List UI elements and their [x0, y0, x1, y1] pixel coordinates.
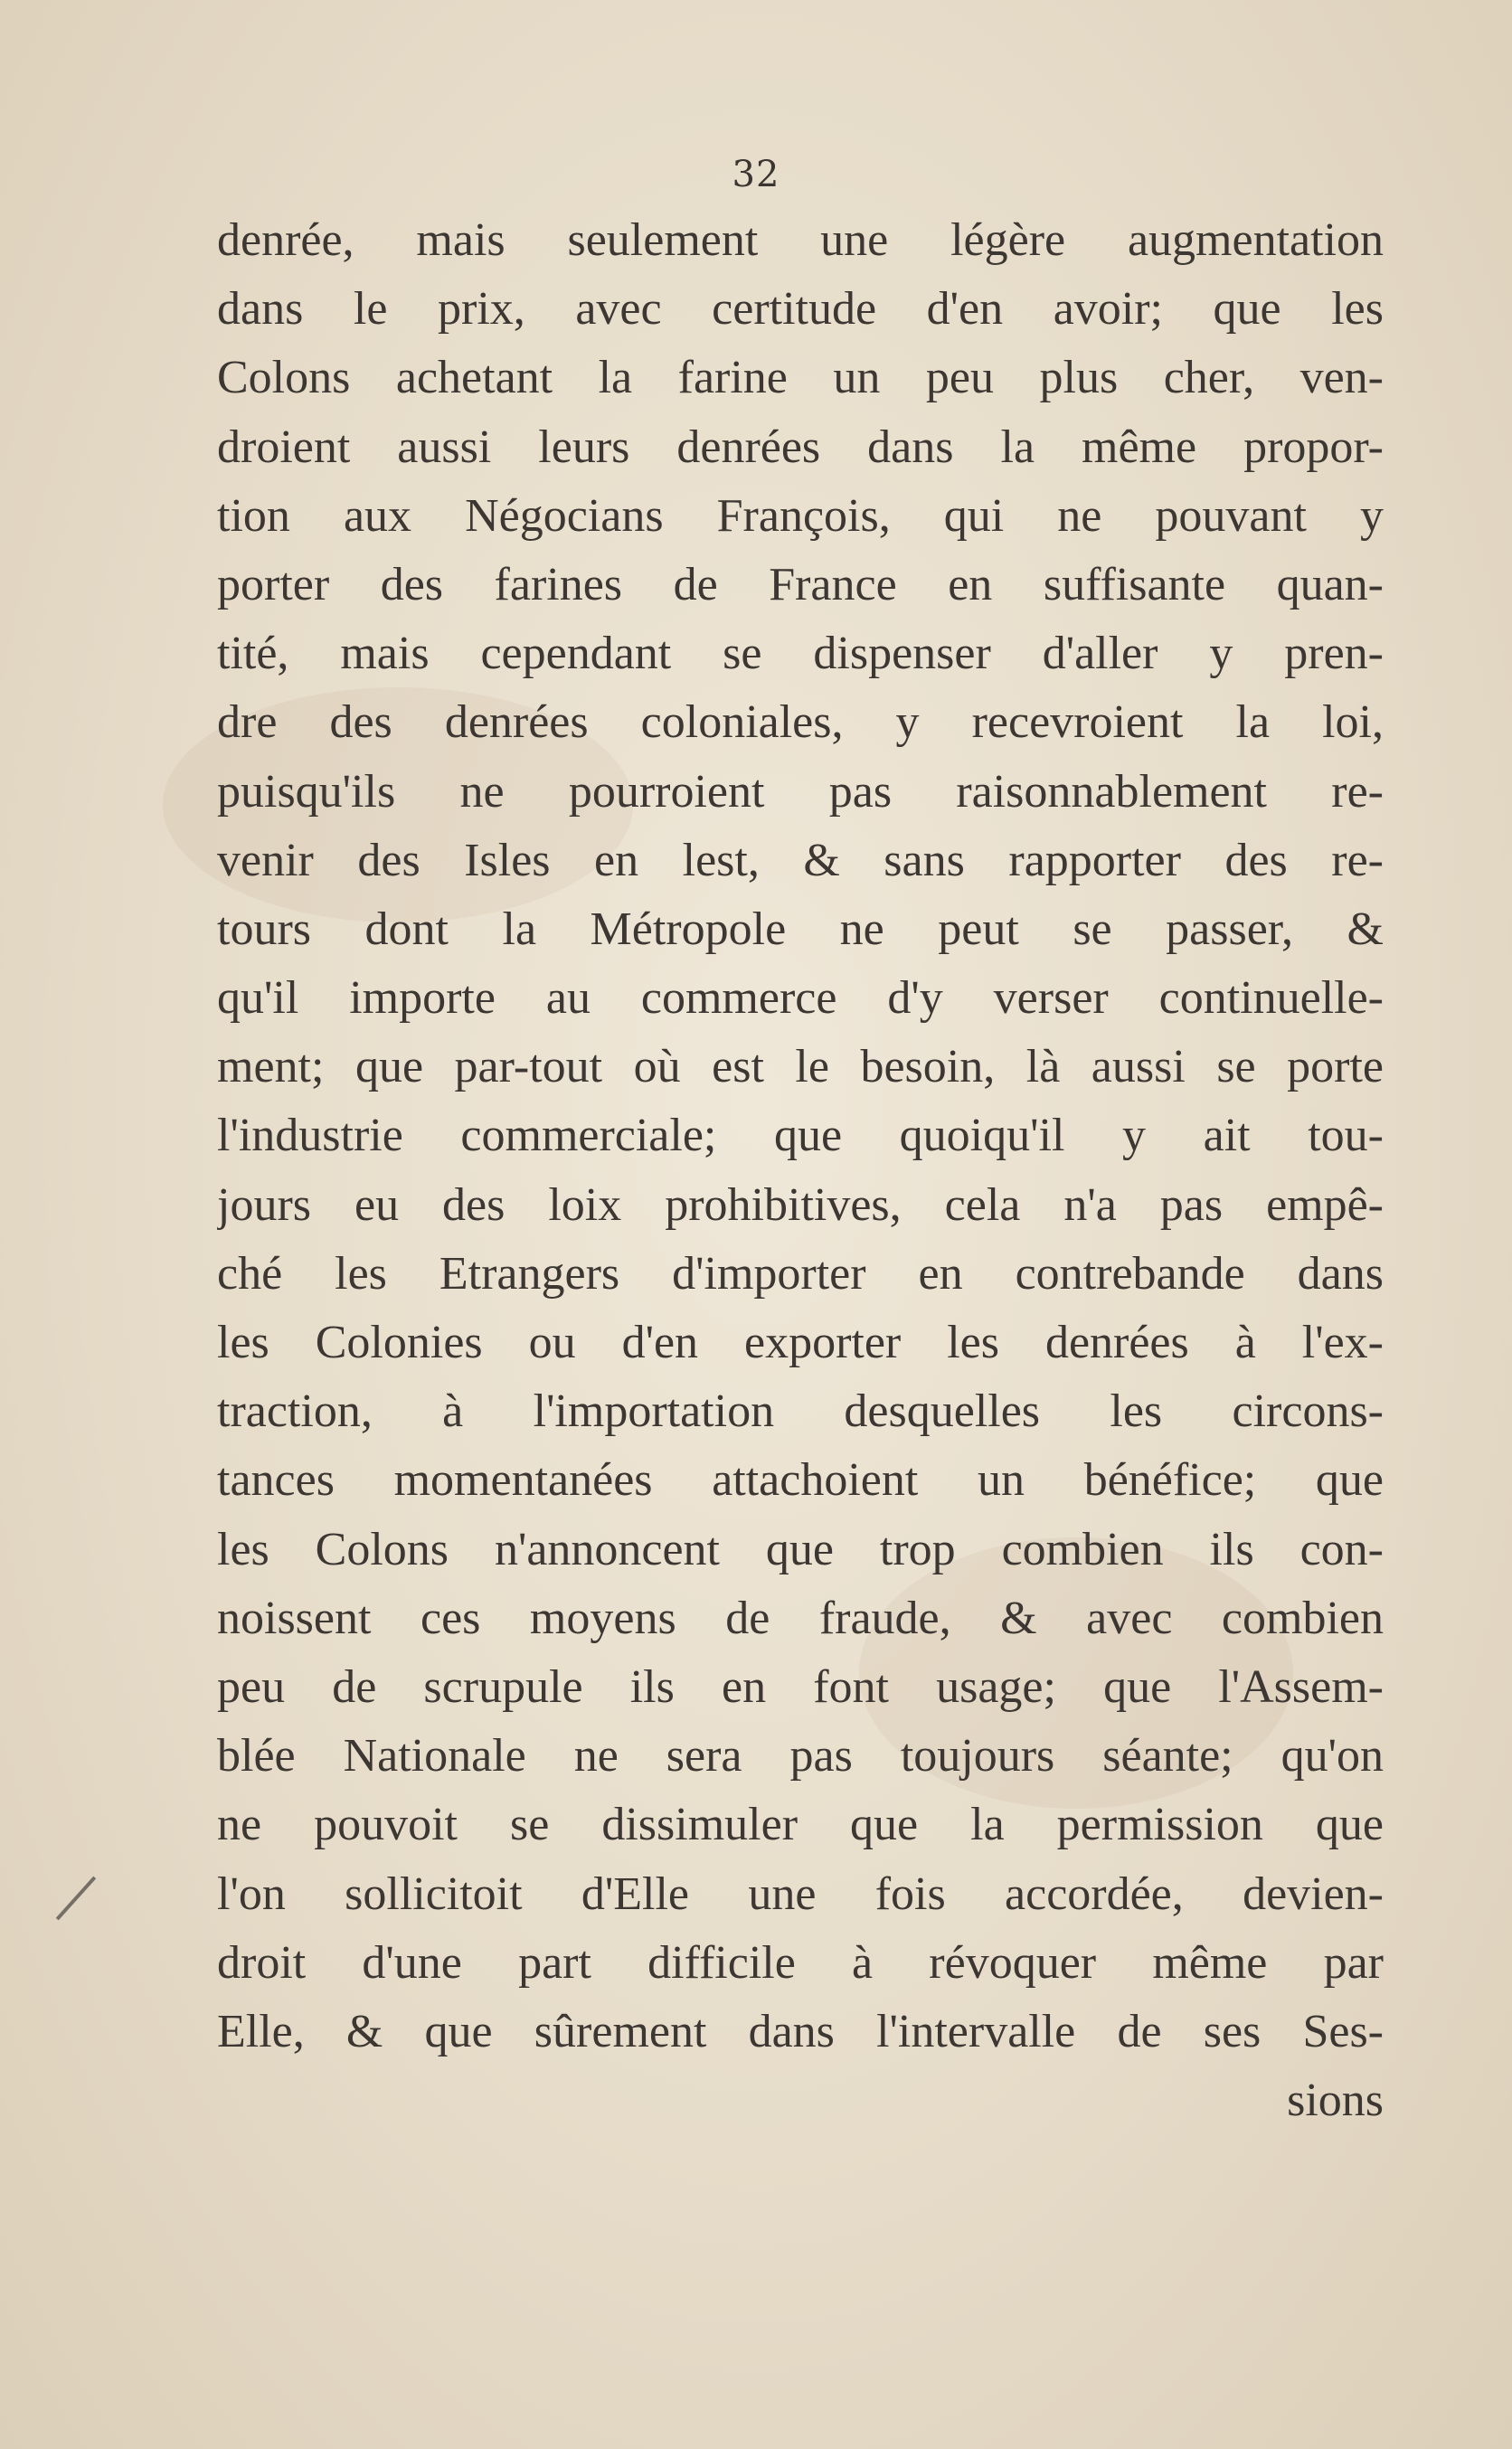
text-line: Elle, & que sûrement dans l'intervalle de ses Ses- [217, 2005, 1384, 2057]
text-line: les Colonies ou d'en exporter les denrées à l'ex- [217, 1317, 1384, 1368]
text-line: porter des farines de France en suffisante quan- [217, 558, 1384, 610]
text-line: les Colons n'annoncent que trop combien ils con- [217, 1523, 1384, 1575]
text-line: ché les Etrangers d'importer en contrebande dans [217, 1247, 1384, 1300]
text-line: denrée, mais seulement une légère augmentation [217, 214, 1384, 266]
catchword: sions [1287, 2075, 1384, 2127]
text-line: puisqu'ils ne pourroient pas raisonnablement re- [217, 765, 1384, 818]
text-line: dans le prix, avec certitude d'en avoir; que les [217, 283, 1384, 336]
page-body-text [217, 206, 1384, 2135]
text-line: tité, mais cependant se dispenser d'aller y pren- [217, 628, 1384, 680]
margin-pencil-mark [56, 1877, 96, 1921]
page-number: 32 [732, 154, 780, 195]
text-line: tances momentanées attachoient un bénéfice; que [217, 1454, 1384, 1507]
text-line: qu'il importe au commerce d'y verser continuelle- [217, 972, 1384, 1025]
text-line: l'on sollicitoit d'Elle une fois accordée, devien- [217, 1867, 1384, 1920]
text-line: venir des Isles en lest, & sans rapporter des re- [217, 834, 1384, 886]
text-line: blée Nationale ne sera pas toujours séante; qu'on [217, 1730, 1384, 1782]
text-line: traction, à l'importation desquelles les circons- [217, 1385, 1384, 1438]
text-line: droient aussi leurs denrées dans la même propor- [217, 421, 1384, 473]
text-line: ment; que par-tout où est le besoin, là aussi se porte [217, 1041, 1384, 1093]
text-line: droit d'une part difficile à révoquer même par [217, 1936, 1384, 1989]
text-line: tion aux Négocians François, qui ne pouvant y [217, 489, 1384, 542]
text-line: ne pouvoit se dissimuler que la permission que [217, 1799, 1384, 1851]
text-line: tours dont la Métropole ne peut se passer, & [217, 903, 1384, 955]
text-line: jours eu des loix prohibitives, cela n'a pas empê- [217, 1178, 1384, 1231]
text-line: Colons achetant la farine un peu plus cher, ven- [217, 352, 1384, 404]
text-line: noissent ces moyens de fraude, & avec combien [217, 1592, 1384, 1644]
text-line: peu de scrupule ils en font usage; que l'Assem- [217, 1660, 1384, 1713]
text-line: dre des denrées coloniales, y recevroient la loi, [217, 696, 1384, 749]
text-line: l'industrie commerciale; que quoiqu'il y ait tou- [217, 1110, 1384, 1162]
